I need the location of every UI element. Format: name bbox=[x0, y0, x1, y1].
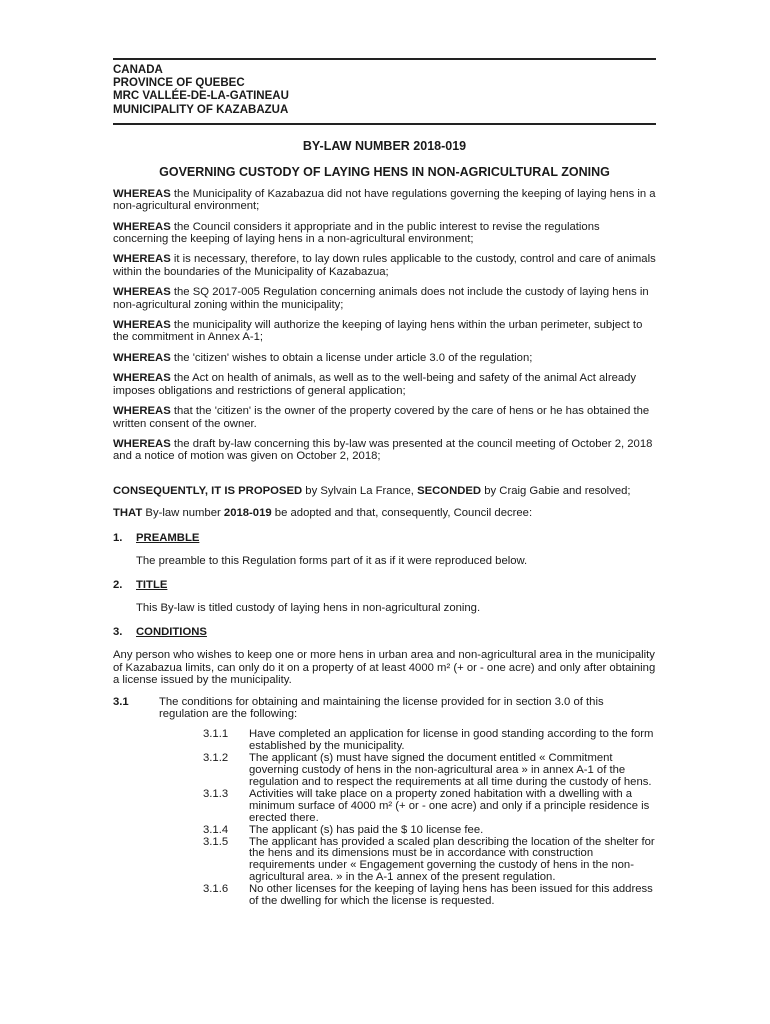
header-line: PROVINCE OF QUEBEC bbox=[113, 77, 245, 90]
header-line: MUNICIPALITY OF KAZABAZUA bbox=[113, 103, 289, 116]
whereas-paragraph: WHEREAS the Municipality of Kazabazua did not have regulations governing the keeping of laying hens in a non-agricultural environment; bbox=[113, 187, 656, 213]
whereas-paragraph: WHEREAS it is necessary, therefore, to lay down rules applicable to the custody, control and care of animals within the boundaries of the Municipality of Kazabazua; bbox=[113, 253, 656, 278]
top-rule bbox=[113, 58, 656, 60]
bylaw-subtitle: GOVERNING CUSTODY OF LAYING HENS IN NON-AGRICULTURAL ZONING bbox=[159, 164, 610, 179]
header-rule bbox=[113, 123, 656, 125]
header-line: MRC VALLÉE-DE-LA-GATINEAU bbox=[113, 90, 289, 103]
clause-3-1: 3.1 The conditions for obtaining and maintaining the license provided for in section 3.0 of this regulation are the following: bbox=[113, 695, 604, 720]
list-item: 3.1.3 Activities will take place on a property zoned habitation with a dwelling with a minimum surface of 4000 m² (+ or - one acre) and only if a principle residence is erected there. bbox=[203, 787, 650, 824]
list-item: 3.1.4 The applicant (s) has paid the $ 10 license fee. bbox=[203, 823, 484, 836]
section-body-preamble: The preamble to this Regulation forms part of it as if it were reproduced below. bbox=[136, 554, 528, 567]
section-heading-preamble: 1. PREAMBLE bbox=[113, 531, 200, 544]
condition-list bbox=[203, 729, 656, 908]
whereas-paragraph: WHEREAS the Council considers it appropriate and in the public interest to revise the regulations concerning the keeping of laying hens in a non-agricultural environment; bbox=[113, 220, 600, 246]
whereas-paragraph: WHEREAS the 'citizen' wishes to obtain a license under article 3.0 of the regulation; bbox=[113, 351, 533, 364]
list-item: 3.1.2 The applicant (s) must have signed the document entitled « Commitment governing custody of hens in the non-agricultural area » in annex A-1 of the regulation and to respect the requirements at all time during the custody of hens. bbox=[203, 752, 652, 788]
document-page bbox=[113, 58, 656, 908]
section-heading-title: 2. TITLE bbox=[113, 578, 168, 591]
section-body-conditions: Any person who wishes to keep one or more hens in urban area and non-agricultural area in the municipality of Kazabazua limits, can only do it on a property of at least 4000 m² (+ or - one acre) and only after obtaining a license issued by the municipality. bbox=[113, 649, 656, 687]
whereas-paragraph: WHEREAS the municipality will authorize the keeping of laying hens within the urban perimeter, subject to the commitment in Annex A-1; bbox=[113, 319, 643, 344]
decree-paragraph: THAT By-law number 2018-019 be adopted and that, consequently, Council decree: bbox=[113, 507, 533, 520]
resolution-paragraph: CONSEQUENTLY, IT IS PROPOSED by Sylvain La France, SECONDED by Craig Gabie and resolved; bbox=[113, 484, 631, 497]
list-item: 3.1.1 Have completed an application for license in good standing according to the form established by the municipality. bbox=[203, 728, 654, 753]
jurisdiction-header bbox=[113, 64, 656, 117]
list-item: 3.1.5 The applicant has provided a scaled plan describing the location of the shelter for the hens and its dimensions must be in accordance with construction requirements under « Engagement governing the custody of hens in the non-agricultural area. » in the A-1 annex of the present regulation. bbox=[203, 835, 655, 884]
whereas-paragraph: WHEREAS that the 'citizen' is the owner of the property covered by the care of hens or he has obtained the written consent of the owner. bbox=[113, 405, 650, 430]
whereas-paragraph: WHEREAS the draft by-law concerning this by-law was presented at the council meeting of October 2, 2018 and a notice of motion was given on October 2, 2018; bbox=[113, 437, 653, 463]
section-body-title: This By-law is titled custody of laying hens in non-agricultural zoning. bbox=[136, 601, 481, 614]
list-item: 3.1.6 No other licenses for the keeping of laying hens has been issued for this address of the dwelling for which the license is requested. bbox=[203, 883, 653, 908]
section-heading-conditions: 3. CONDITIONS bbox=[113, 626, 207, 639]
whereas-paragraph: WHEREAS the Act on health of animals, as well as to the well-being and safety of the animal Act already imposes obligations and restrictions of general application; bbox=[113, 372, 637, 397]
whereas-paragraph: WHEREAS the SQ 2017-005 Regulation concerning animals does not include the custody of laying hens in non-agricultural zoning within the municipality; bbox=[113, 286, 649, 311]
bylaw-title: BY-LAW NUMBER 2018-019 bbox=[302, 138, 467, 153]
header-line: CANADA bbox=[113, 64, 163, 76]
